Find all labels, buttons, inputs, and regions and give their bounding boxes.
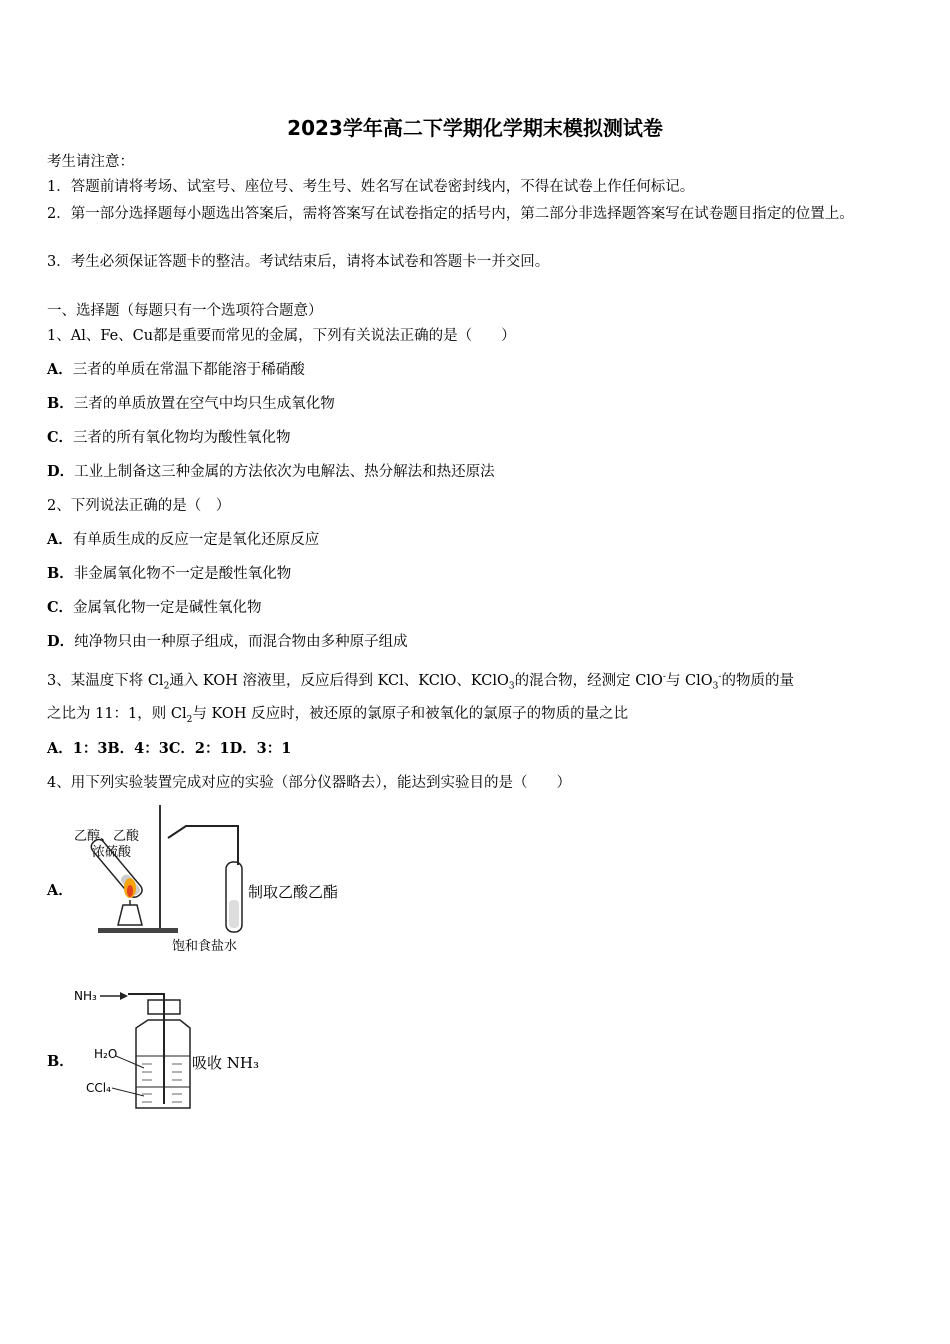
esterification-apparatus-diagram [68,800,258,960]
q2-option-a[interactable] [47,530,319,550]
subscript: 3 [712,681,719,692]
tube-label: 饱和食盐水 [172,939,238,954]
q4-option-a-caption: 制取乙酸乙酯 [248,883,339,901]
q3-answer-options[interactable]: A．1：3B．4：3C．2：1D．3：1 [47,740,292,757]
option-letter: B． [47,565,74,582]
option-text: 非金属氧化物不一定是酸性氧化物 [73,566,292,582]
q1-option-c[interactable] [47,428,291,448]
option-letter: D． [47,633,75,650]
q3-stem-line-2 [47,704,628,730]
option-text: 三者的单质放置在空气中均只生成氧化物 [73,396,335,412]
q3-text: 的物质的量 [721,672,794,689]
option-text: 三者的所有氧化物均为酸性氧化物 [73,430,291,446]
option-text: 有单质生成的反应一定是氧化还原反应 [72,532,320,548]
water-label: H₂O [94,1047,118,1061]
ammonia-absorption-diagram [68,984,203,1114]
q1-option-d[interactable] [47,462,495,482]
option-letter: B． [47,395,74,412]
q3-stem-line-1 [47,667,794,697]
option-text: 金属氧化物一定是碱性氧化物 [73,600,262,616]
gas-label: NH₃ [74,989,97,1003]
q3-text: 与 ClO [665,672,713,689]
q2-option-b[interactable] [47,564,291,584]
q1-option-a[interactable] [47,360,305,380]
notice-item-1: 1．答题前请将考场、试室号、座位号、考生号、姓名写在试卷密封线内，不得在试卷上作任何标记。 [47,179,695,195]
notice-item-3: 3．考生必须保证答题卡的整洁。考试结束后，请将本试卷和答题卡一并交回。 [47,254,550,270]
section-heading: 一、选择题（每题只有一个选项符合题意） [47,303,323,319]
q3-text: 3、某温度下将 Cl [47,672,164,689]
reagent-label-2: 浓硫酸 [92,845,132,860]
q1-stem: 1、Al、Fe、Cu都是重要而常见的金属，下列有关说法正确的是（ ） [47,328,516,344]
q3-text: 与 KOH 反应时，被还原的氯原子和被氧化的氯原子的物质的量之比 [192,706,629,722]
option-letter: C． [47,429,74,446]
q1-option-b[interactable] [47,394,335,414]
option-letter: C． [47,599,74,616]
q4-option-b-caption: 吸收 NH₃ [192,1054,259,1072]
page-title: 2023学年高二下学期化学期末模拟测试卷 [287,116,663,140]
superscript: - [718,672,722,682]
q2-option-c[interactable] [47,598,262,618]
notice-heading: 考生请注意： [47,154,134,170]
option-letter: A． [47,361,73,378]
option-text: 三者的单质在常温下都能溶于稀硝酸 [72,362,305,378]
q2-option-d[interactable] [47,632,408,652]
q3-text: 通入 KOH 溶液里，反应后得到 KCl、KClO、KClO [169,672,509,689]
superscript: - [662,672,666,682]
q4-stem: 4、用下列实验装置完成对应的实验（部分仪器略去），能达到实验目的是（ ） [47,775,571,791]
q3-text: 之比为 11：1，则 Cl [47,706,187,722]
option-letter: D． [47,463,75,480]
option-text: 纯净物只由一种原子组成，而混合物由多种原子组成 [74,634,408,650]
ccl4-label: CCl₄ [86,1081,111,1095]
subscript: 3 [508,681,515,692]
q2-stem: 2、下列说法正确的是（ ） [47,498,231,514]
q4-option-a-letter[interactable]: A． [47,882,73,899]
q3-text: 的混合物，经测定 ClO [514,672,663,689]
reagent-label-1: 乙醇、乙酸 [74,829,140,844]
subscript: 2 [186,714,193,725]
option-letter: A． [47,531,73,548]
notice-item-2: 2．第一部分选择题每小题选出答案后，需将答案写在试卷指定的括号内，第二部分非选择题答案写在试卷题目指定的位置上。 [47,206,854,222]
option-text: 工业上制备这三种金属的方法依次为电解法、热分解法和热还原法 [74,464,495,480]
subscript: 2 [163,681,170,692]
q4-option-b-letter[interactable]: B． [47,1053,74,1070]
